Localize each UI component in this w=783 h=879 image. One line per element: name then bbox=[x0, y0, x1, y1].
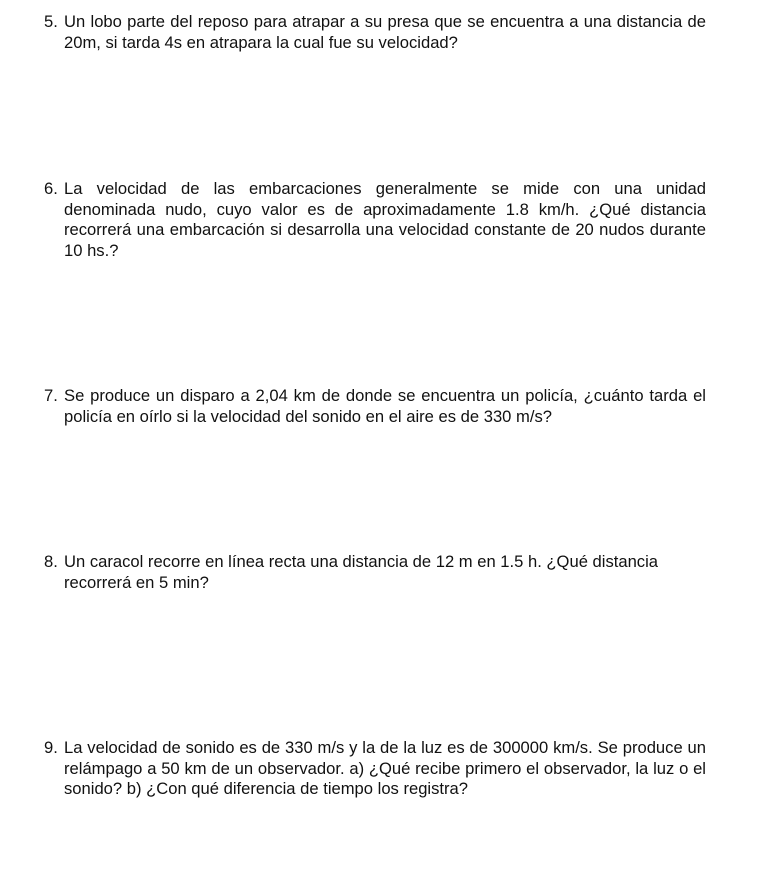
problem-text: Un caracol recorre en línea recta una distancia de 12 m en 1.5 h. ¿Qué distancia recorrerá en 5 min? bbox=[64, 552, 659, 592]
problem-8 bbox=[44, 552, 706, 593]
problem-9 bbox=[44, 738, 706, 800]
problem-7 bbox=[44, 386, 706, 427]
problem-number: 6. bbox=[44, 179, 58, 198]
problem-text: Se produce un disparo a 2,04 km de donde se encuentra un policía, ¿cuánto tarda el policía en oírlo si la velocidad del sonido en el aire es de 330 m/s? bbox=[64, 386, 706, 426]
problem-number: 9. bbox=[44, 738, 58, 757]
problem-number: 7. bbox=[44, 386, 58, 405]
problem-text: La velocidad de sonido es de 330 m/s y la de la luz es de 300000 km/s. Se produce un relámpago a 50 km de un observador. a) ¿Qué recibe primero el observador, la luz o el sonido? b) ¿Con qué diferencia de tiempo los registra? bbox=[64, 738, 706, 798]
problem-6 bbox=[44, 179, 706, 261]
problem-number: 8. bbox=[44, 552, 58, 571]
problem-text: Un lobo parte del reposo para atrapar a su presa que se encuentra a una distancia de 20m, si tarda 4s en atrapara la cual fue su velocidad? bbox=[64, 12, 706, 52]
problem-number: 5. bbox=[44, 12, 58, 31]
problem-text: La velocidad de las embarcaciones generalmente se mide con una unidad denominada nudo, cuyo valor es de aproximadamente 1.8 km/h. ¿Qué distancia recorrerá una embarcación si desarrolla una velocidad constante de 20 nudos durante 10 hs.? bbox=[64, 179, 706, 260]
problem-5 bbox=[44, 12, 706, 53]
